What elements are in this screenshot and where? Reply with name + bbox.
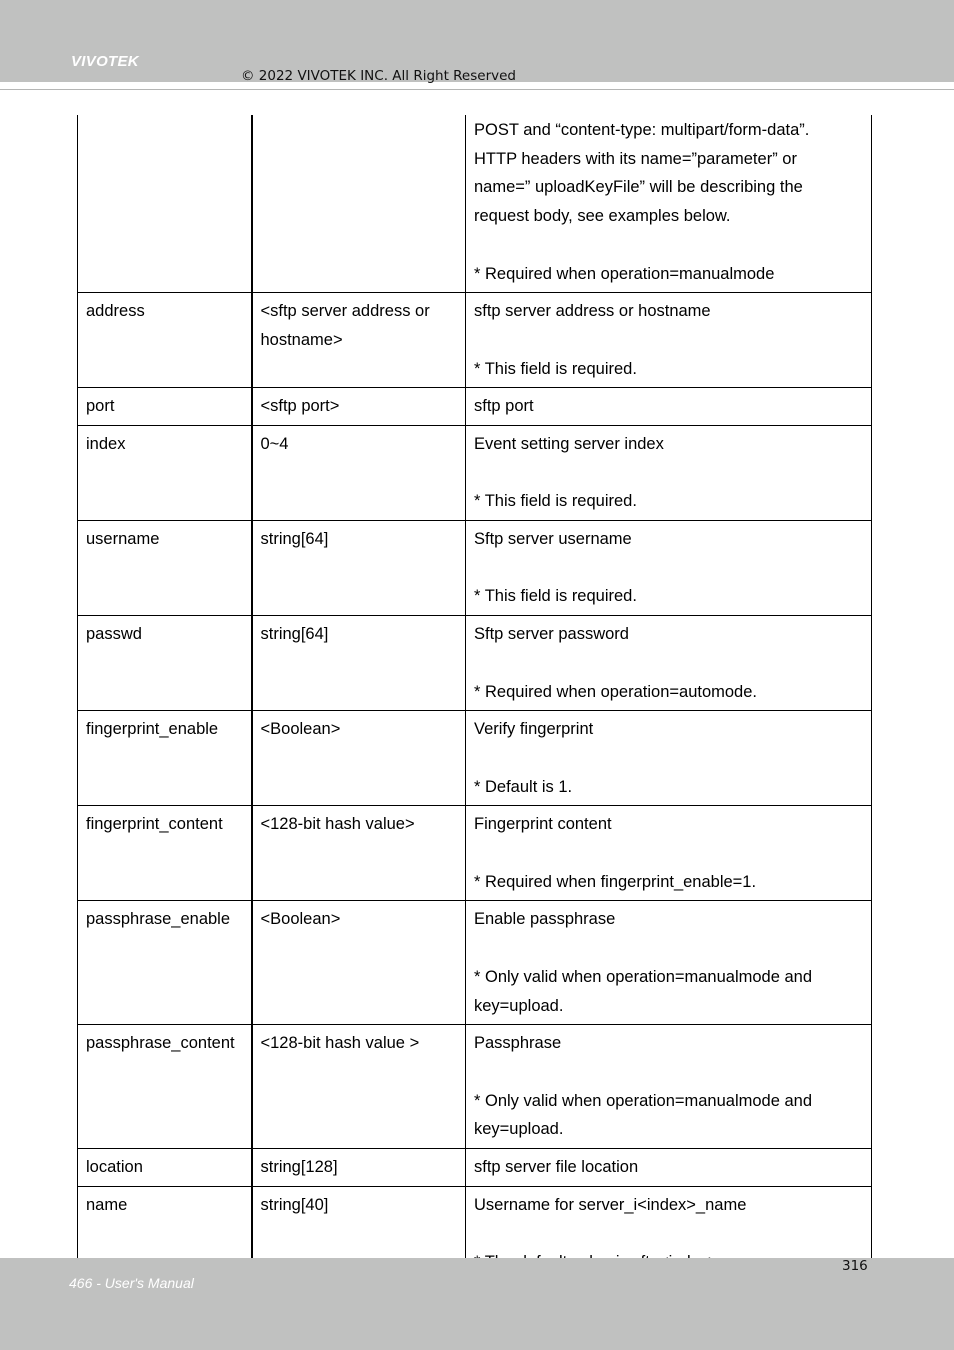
param-name-cell: passphrase_content <box>78 1025 252 1149</box>
description-line: Passphrase <box>474 1034 562 1053</box>
param-description-cell <box>466 426 872 521</box>
description-note: key=upload. <box>474 996 564 1015</box>
description-line: sftp server file location <box>474 1158 639 1177</box>
header-divider <box>0 89 954 90</box>
description-note: * Only valid when operation=manualmode and <box>474 967 813 986</box>
param-name-cell: passphrase_enable <box>78 901 252 1025</box>
description-note: * This field is required. <box>474 359 637 378</box>
param-value-cell <box>252 616 466 711</box>
table-row <box>78 426 872 521</box>
param-name-cell: location <box>78 1149 252 1187</box>
description-line: POST and “content-type: multipart/form-data”. <box>474 121 810 139</box>
manual-page-label: 466 - User's Manual <box>69 1275 194 1291</box>
param-value-cell <box>252 1025 466 1149</box>
param-description-cell <box>466 616 872 711</box>
param-description-cell <box>466 1149 872 1187</box>
description-note: * Default is 1. <box>474 777 573 796</box>
description-line: HTTP headers with its name=”parameter” or <box>474 149 797 168</box>
description-line: Verify fingerprint <box>474 720 594 739</box>
param-name-cell: address <box>78 293 252 388</box>
description-line: Fingerprint content <box>474 815 612 834</box>
param-description-cell <box>466 901 872 1025</box>
description-line: Sftp server username <box>474 530 632 549</box>
description-note: key=upload. <box>474 1120 564 1139</box>
param-name-cell: username <box>78 521 252 616</box>
param-description-cell <box>466 293 872 388</box>
value-line: <128-bit hash value > <box>260 1034 420 1053</box>
description-note: * Required when operation=manualmode <box>474 264 775 283</box>
description-note: * Only valid when operation=manualmode and <box>474 1091 813 1110</box>
param-value-cell <box>252 426 466 521</box>
param-value-cell <box>252 521 466 616</box>
table-row <box>78 388 872 426</box>
description-line: Enable passphrase <box>474 910 616 929</box>
parameter-table <box>77 115 872 1282</box>
page-footer <box>0 1258 954 1350</box>
table-row <box>78 806 872 901</box>
description-note: * Required when fingerprint_enable=1. <box>474 872 757 891</box>
value-line: string[40] <box>260 1195 329 1214</box>
description-note: * This field is required. <box>474 492 637 511</box>
param-value-cell <box>252 115 466 293</box>
param-value-cell <box>252 1149 466 1187</box>
table-row <box>78 616 872 711</box>
table-row <box>78 521 872 616</box>
value-line: hostname> <box>260 330 343 349</box>
param-description-cell <box>466 711 872 806</box>
value-line: string[64] <box>260 625 329 644</box>
copyright-text: © 2022 VIVOTEK INC. All Right Reserved <box>241 68 516 84</box>
page-header <box>0 0 954 82</box>
table-row-continued <box>78 115 872 293</box>
param-description-cell <box>466 1025 872 1149</box>
description-line: Event setting server index <box>474 435 664 453</box>
param-name-cell <box>78 115 252 293</box>
param-name-cell: name <box>78 1186 252 1281</box>
value-line: <Boolean> <box>260 720 341 739</box>
value-line: string[128] <box>260 1158 338 1177</box>
value-line: string[64] <box>260 530 329 549</box>
description-line: name=” uploadKeyFile” will be describing the <box>474 178 803 197</box>
description-note: * This field is required. <box>474 587 637 606</box>
value-line: <sftp server address or <box>260 302 430 321</box>
value-line: <sftp port> <box>260 397 340 416</box>
param-value-cell <box>252 901 466 1025</box>
table-row <box>78 1025 872 1149</box>
param-name-cell: index <box>78 426 252 521</box>
table-row <box>78 1149 872 1187</box>
description-note: * Required when operation=automode. <box>474 682 757 701</box>
param-name-cell: passwd <box>78 616 252 711</box>
param-description-cell <box>466 388 872 426</box>
page-number: 316 <box>842 1258 868 1274</box>
table-row <box>78 901 872 1025</box>
description-line: Username for server_i<index>_name <box>474 1195 747 1214</box>
param-value-cell <box>252 388 466 426</box>
description-line: request body, see examples below. <box>474 207 731 226</box>
table-row <box>78 711 872 806</box>
description-line: sftp server address or hostname <box>474 302 711 321</box>
value-line: <128-bit hash value> <box>260 815 415 834</box>
param-name-cell: port <box>78 388 252 426</box>
param-description-cell <box>466 521 872 616</box>
param-value-cell <box>252 293 466 388</box>
param-description-cell <box>466 806 872 901</box>
param-value-cell <box>252 711 466 806</box>
brand-logo: VIVOTEK <box>71 53 139 70</box>
param-name-cell: fingerprint_enable <box>78 711 252 806</box>
table-row <box>78 293 872 388</box>
description-line: sftp port <box>474 397 534 416</box>
param-description-cell <box>466 115 872 293</box>
value-line: 0~4 <box>260 435 289 453</box>
description-line: Sftp server password <box>474 625 629 644</box>
value-line: <Boolean> <box>260 910 341 929</box>
param-value-cell <box>252 806 466 901</box>
param-name-cell: fingerprint_content <box>78 806 252 901</box>
